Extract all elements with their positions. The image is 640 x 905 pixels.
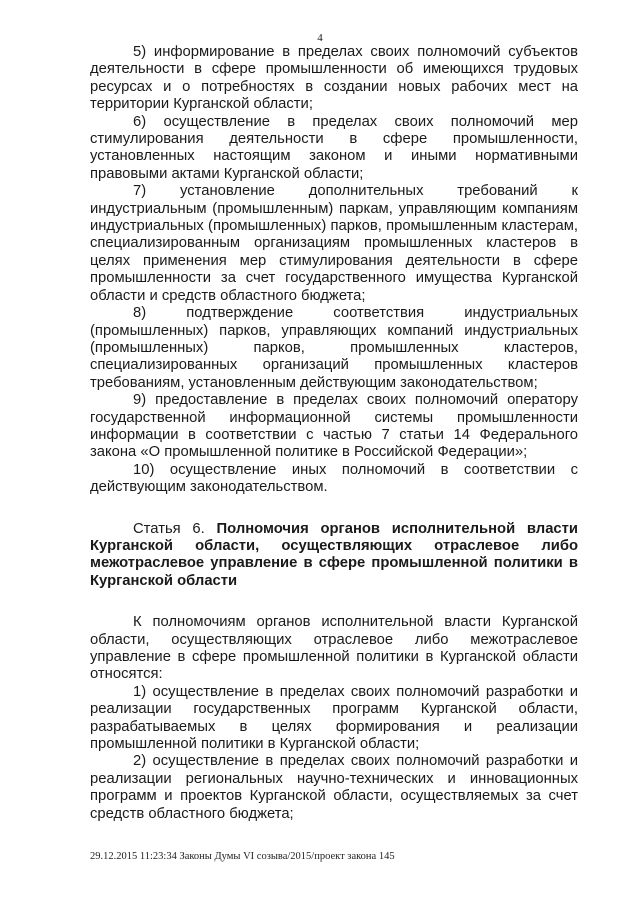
list-item: 10) осуществление иных полномочий в соответствии с действующим законодательством. (90, 461, 578, 496)
list-item: 9) предоставление в пределах своих полномочий оператору государственной информационной системы промышленности информации в соответствии с частью 7 статьи 14 Федерального закона «О промышленной политике в Российской Федерации»; (90, 392, 578, 461)
list-item: 8) подтверждение соответствия индустриальных (промышленных) парков, управляющих компаний индустриальных (промышленных) парков, промышленных кластеров, специализированных организаций промышленных кластеров требованиям, установленным действующим законодательством; (90, 305, 578, 391)
article-label: Статья 6. (133, 520, 217, 537)
article-title: Полномочия органов исполнительной власти Курганской области, осуществляющих отраслевое либо межотраслевое управление в сфере промышленной политики в Курганской области (90, 520, 578, 589)
article-heading (90, 521, 578, 591)
page-number: 4 (317, 32, 323, 44)
footer-path: 29.12.2015 11:23:34 Законы Думы VI созыва/2015/проект закона 145 (90, 851, 395, 862)
document-body (90, 44, 578, 823)
list-item: 1) осуществление в пределах своих полномочий разработки и реализации государственных программ Курганской области, разрабатываемых в целях формирования и реализации промышленной политики в Курганской области; (90, 683, 578, 753)
list-item: 7) установление дополнительных требований к индустриальным (промышленным) паркам, управляющим компаниям индустриальных (промышленных) парков, промышленным кластерам, специализированным организациям промышленных кластеров в целях применения мер стимулирования деятельности в сфере промышленности за счет государственного имущества Курганской области и средств областного бюджета; (90, 183, 578, 304)
list-item: 5) информирование в пределах своих полномочий субъектов деятельности в сфере промышленности об имеющихся трудовых ресурсах и о потребностях в создании новых рабочих мест на территории Курганской области; (90, 44, 578, 113)
paragraph: К полномочиям органов исполнительной власти Курганской области, осуществляющих отраслевое либо межотраслевое управление в сфере промышленной политики в Курганской области относятся: (90, 614, 578, 683)
list-item: 2) осуществление в пределах своих полномочий разработки и реализации региональных научно-технических и инновационных программ и проектов Курганской области, осуществляемых за счет средств областного бюджета; (90, 753, 578, 822)
list-item: 6) осуществление в пределах своих полномочий мер стимулирования деятельности в сфере промышленности, установленных настоящим законом и иными нормативными правовыми актами Курганской области; (90, 113, 578, 182)
